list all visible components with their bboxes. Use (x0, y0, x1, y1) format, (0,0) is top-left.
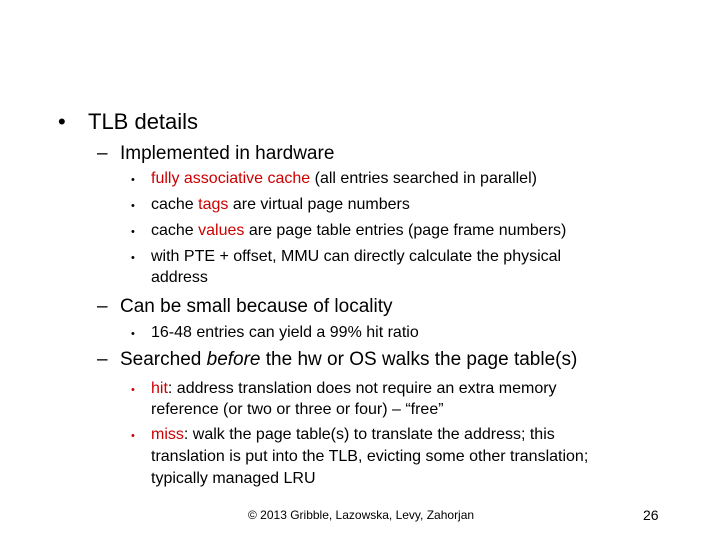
list-item-line: reference (or two or three or four) – “free” (151, 401, 444, 418)
sub-bullet-dot: • (131, 252, 135, 264)
section-heading: Searched before the hw or OS walks the page table(s) (120, 349, 578, 370)
section-heading: Implemented in hardware (120, 143, 335, 164)
sub-bullet-dot: • (131, 384, 135, 396)
title-bullet: TLB details (88, 109, 199, 134)
list-item-line: typically managed LRU (151, 470, 316, 487)
copyright-footer: © 2013 Gribble, Lazowska, Levy, Zahorjan (248, 508, 475, 522)
list-item-line: translation is put into the TLB, evicting some other translation; (151, 448, 589, 465)
list-item-line: hit: address translation does not require an extra memory (151, 380, 557, 397)
sub-bullet-dot: • (131, 174, 135, 186)
dash: – (97, 349, 108, 370)
list-item-line: address (151, 269, 208, 286)
sub-bullet-dot: • (131, 226, 135, 238)
list-item: fully associative cache (all entries searched in parallel) (151, 170, 537, 187)
list-item-line: with PTE + offset, MMU can directly calculate the physical (151, 248, 562, 265)
page-number: 26 (643, 507, 659, 523)
list-item: 16-48 entries can yield a 99% hit ratio (151, 324, 419, 341)
dash: – (97, 143, 108, 164)
sub-bullet-dot: • (131, 328, 135, 340)
dash: – (97, 296, 108, 317)
sub-bullet-dot: • (131, 430, 135, 442)
sub-bullet-dot: • (131, 200, 135, 212)
list-item-line: miss: walk the page table(s) to translate the address; this (151, 426, 555, 443)
bullet-dot: • (58, 109, 66, 134)
list-item: cache values are page table entries (page frame numbers) (151, 222, 567, 239)
list-item: cache tags are virtual page numbers (151, 196, 410, 213)
section-heading: Can be small because of locality (120, 296, 393, 317)
